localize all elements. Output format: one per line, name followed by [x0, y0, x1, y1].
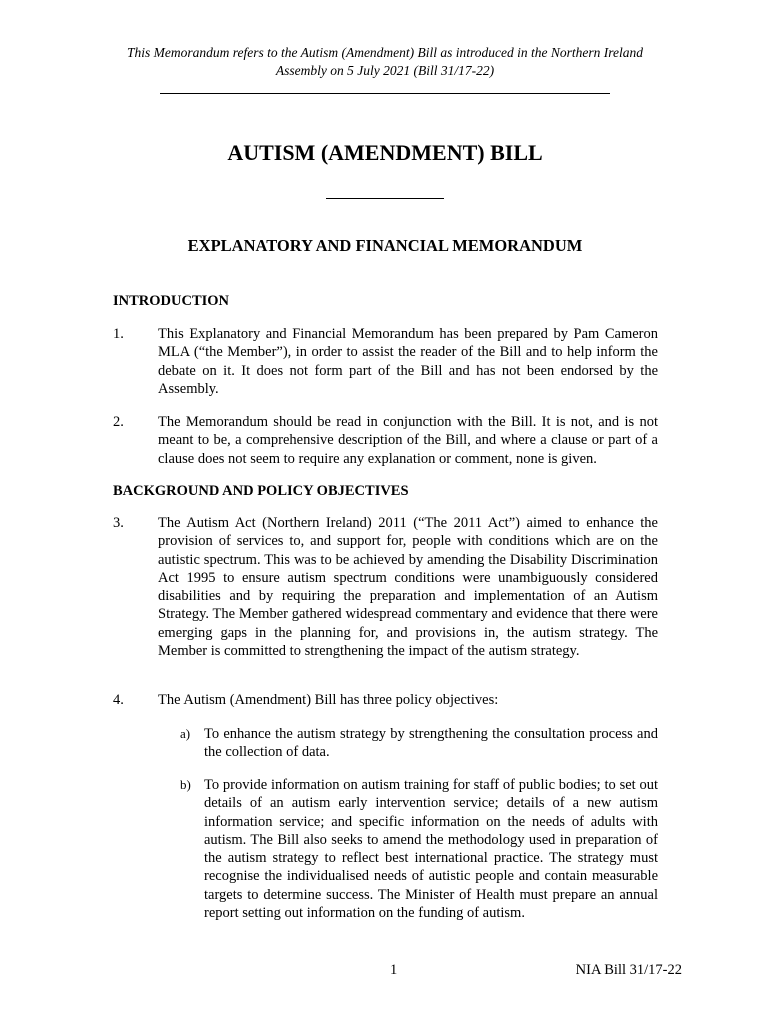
paragraph-text: This Explanatory and Financial Memorandum has been prepared by Pam Cameron MLA (“the Member”), in order to assist the reader of the Bill and to help inform the debate on it. It does not form part of the Bill and has not been endorsed by the Assembly. [158, 326, 658, 397]
objective-label: b) [180, 777, 191, 792]
title-divider [326, 198, 444, 199]
section-heading-background: BACKGROUND AND POLICY OBJECTIVES [113, 483, 409, 499]
page-number: 1 [390, 962, 398, 978]
objective-text: To enhance the autism strategy by strengthening the consultation process and the collection of data. [204, 726, 658, 761]
document-subtitle: EXPLANATORY AND FINANCIAL MEMORANDUM [187, 236, 583, 255]
objective-text: To provide information on autism training for staff of public bodies; to set out details of an autism early intervention service; details of a new autism information service; and specific information on the needs of adults with autism. The Bill also seeks to amend the methodology used in preparation of the autism strategy to reflect best international practice. The strategy must recognise the individualised needs of autistic people and contain measurable targets to determine success. The Minister of Health must prepare an annual report setting out information on the funding of autism. [204, 777, 658, 922]
paragraph-number: 3. [113, 515, 124, 531]
paragraph-number: 4. [113, 692, 124, 708]
paragraph-text: The Autism (Amendment) Bill has three policy objectives: [158, 692, 499, 708]
paragraph-number: 2. [113, 414, 124, 430]
document-title: AUTISM (AMENDMENT) BILL [227, 140, 543, 165]
bill-reference: NIA Bill 31/17-22 [575, 962, 682, 978]
header-divider [160, 93, 610, 94]
paragraph-text: The Memorandum should be read in conjunction with the Bill. It is not, and is not meant to be, a comprehensive description of the Bill, and where a clause or part of a clause does not seem to require any explanation or comment, none is given. [158, 414, 658, 467]
paragraph-number: 1. [113, 326, 124, 342]
objective-label: a) [180, 726, 191, 741]
paragraph-text: The Autism Act (Northern Ireland) 2011 (“The 2011 Act”) aimed to enhance the provision of services to, and support for, people with conditions which are on the autistic spectrum. This was to be achieved by amending the Disability Discrimination Act 1995 to ensure autism spectrum conditions were unambiguously considered disabilities and by requiring the preparation and implementation of an Autism Strategy. The Member gathered widespread commentary and evidence that there were emerging gaps in the planning for, and provisions in, the autism strategy. The Member is committed to strengthening the impact of the autism strategy. [158, 515, 658, 660]
section-heading-introduction: INTRODUCTION [113, 293, 230, 309]
header-note: This Memorandum refers to the Autism (Amendment) Bill as introduced in the Northern Ireland Assembly on 5 July 2021 (Bill 31/17-22) [126, 45, 644, 78]
